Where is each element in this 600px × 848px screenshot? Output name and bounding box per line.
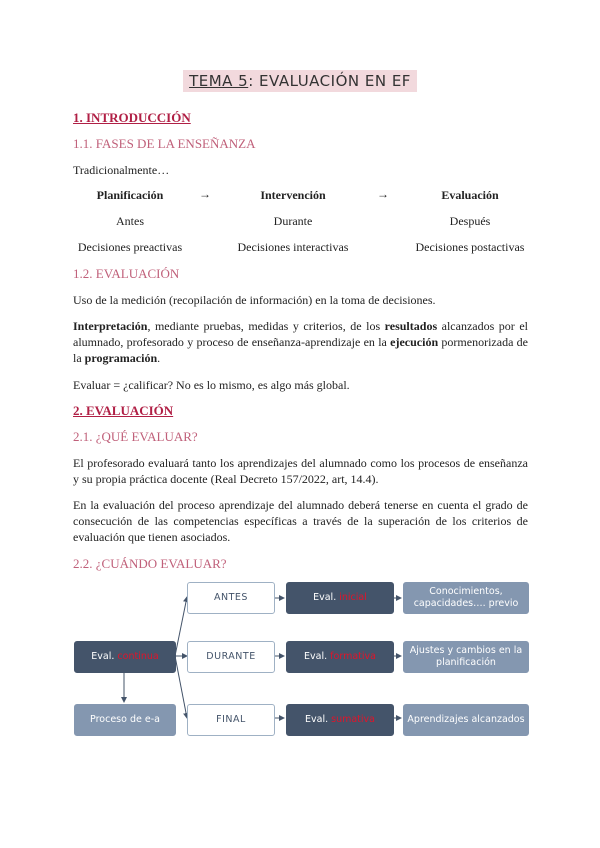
phase-when-3: Después bbox=[449, 214, 491, 228]
result-ajustes-box: Ajustes y cambios en la planificación bbox=[403, 641, 529, 673]
phase-name-1: Planificación bbox=[96, 188, 164, 202]
arrow-2: → bbox=[377, 187, 389, 201]
intro-text: Tradicionalmente… bbox=[73, 163, 170, 177]
paragraph-evaluar: Evaluar = ¿calificar? No es lo mismo, es algo más global. bbox=[73, 378, 350, 392]
paragraph-proceso: En la evaluación del proceso aprendizaje del alumnado deberá tenerse en cuenta el grado de consecución de las competencias específicas a través de la superación de los criterios de evaluación que tienen asociados. bbox=[73, 498, 528, 544]
heading-fases: 1.1. FASES DE LA ENSEÑANZA bbox=[73, 136, 256, 151]
phase-when-1: Antes bbox=[116, 214, 144, 228]
phase-when-2: Durante bbox=[273, 214, 313, 228]
paragraph-uso: Uso de la medición (recopilación de información) en la toma de decisiones. bbox=[73, 293, 436, 307]
eval-inicial-box: Eval. inicial bbox=[286, 582, 394, 614]
eval-formativa-box: Eval. formativa bbox=[286, 641, 394, 673]
heading-evaluacion-1-2: 1.2. EVALUACIÓN bbox=[73, 266, 180, 281]
heading-cuando-evaluar: 2.2. ¿CUÁNDO EVALUAR? bbox=[73, 556, 227, 571]
final-box: FINAL bbox=[187, 704, 275, 736]
durante-box: DURANTE bbox=[187, 641, 275, 673]
antes-box: ANTES bbox=[187, 582, 275, 614]
arrow-1: → bbox=[199, 187, 211, 201]
connector-root-final bbox=[175, 656, 187, 718]
heading-introduccion: 1. INTRODUCCIÓN bbox=[73, 110, 191, 125]
heading-que-evaluar: 2.1. ¿QUÉ EVALUAR? bbox=[73, 429, 198, 444]
phase-decisions-1: Decisiones preactivas bbox=[77, 240, 183, 254]
result-previo-box: Conocimientos, capacidades…. previo bbox=[403, 582, 529, 614]
phase-decisions-3: Decisiones postactivas bbox=[415, 240, 525, 254]
proceso-box: Proceso de e-a bbox=[74, 704, 176, 736]
phase-name-3: Evaluación bbox=[441, 188, 499, 202]
phase-name-2: Intervención bbox=[260, 188, 326, 202]
result-aprendizajes-box: Aprendizajes alcanzados bbox=[403, 704, 529, 736]
eval-sumativa-box: Eval. sumativa bbox=[286, 704, 394, 736]
title-rest: : EVALUACIÓN EN EF bbox=[248, 72, 411, 90]
paragraph-interpretacion: Interpretación, mediante pruebas, medidas y criterios, de los resultados alcanzados por el alumnado, profesorado y proceso de enseñanza-aprendizaje en la ejecución pormenorizada de la programación. bbox=[73, 319, 529, 365]
phase-decisions-2: Decisiones interactivas bbox=[237, 240, 349, 254]
title-prefix: TEMA 5 bbox=[189, 72, 249, 90]
eval-continua-box: Eval. continua bbox=[74, 641, 176, 673]
connector-root-antes bbox=[175, 597, 187, 656]
paragraph-profesorado: El profesorado evaluará tanto los aprendizajes del alumnado como los procesos de enseñanza y su propia práctica docente (Real Decreto 157/2022, art, 14.4). bbox=[73, 456, 528, 486]
heading-evaluacion: 2. EVALUACIÓN bbox=[73, 403, 174, 418]
